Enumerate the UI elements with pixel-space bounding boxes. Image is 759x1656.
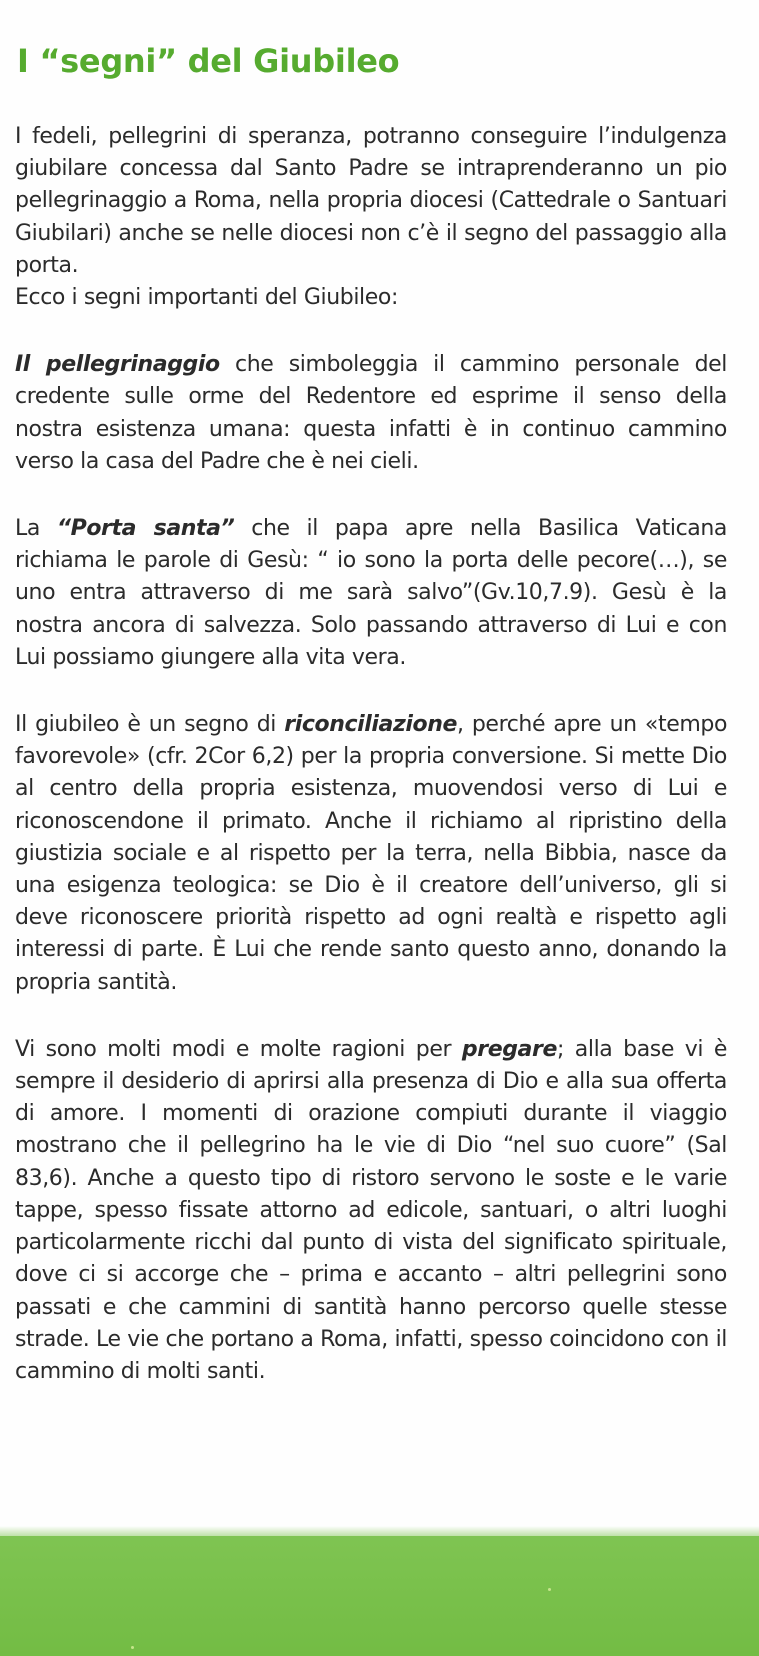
paragraph-text: che simboleggia il cammino personale del credente sulle orme del Redentore ed esprime il senso della nostra esistenza umana: questa infatti è in continuo cammino verso la casa del Padre che è nei cieli. xyxy=(15,352,727,474)
keyword-pregare: pregare xyxy=(461,1036,557,1062)
body-text xyxy=(15,121,727,1388)
green-footer-band xyxy=(0,1536,759,1656)
paragraph-lead: Vi sono molti modi e molte ragioni per xyxy=(15,1036,462,1062)
keyword-porta-santa: “Porta santa” xyxy=(56,516,235,542)
page-title: I “segni” del Giubileo xyxy=(17,42,400,80)
intro-paragraph xyxy=(15,121,727,314)
paragraph-pregare xyxy=(15,1034,727,1388)
paragraph-pellegrinaggio xyxy=(15,349,727,478)
keyword-riconciliazione: riconciliazione xyxy=(284,712,458,738)
paragraph-text: , perché apre un «tempo favorevole» (cfr. 2Cor 6,2) per la propria conversione. Si mette Dio al centro della propria esistenza, muovendosi verso di Lui e riconoscendone il primato. Anche il richiamo al ripristino della giustizia sociale e al rispetto per la terra, nella Bibbia, nasce da una esigenza teologica: se Dio è il creatore dell’universo, gli si deve riconoscere priorità rispetto ad ogni realtà e rispetto agli interessi di parte. È Lui che rende santo questo anno, donando la propria santità. xyxy=(15,712,727,995)
paragraph-lead: Il giubileo è un segno di xyxy=(15,712,285,738)
paragraph-text: ; alla base vi è sempre il desiderio di aprirsi alla presenza di Dio e alla sua offerta di amore. I momenti di orazione compiuti durante il viaggio mostrano che il pellegrino ha le vie di Dio “nel suo cuore” (Sal 83,6). Anche a questo tipo di ristoro servono le soste e le varie tappe, spesso fissate attorno ad edicole, santuari, o altri luoghi particolarmente ricchi dal punto di vista del significato spirituale, dove ci si accorge che – prima e accanto – altri pellegrini sono passati e che cammini di santità hanno percorso quelle stesse strade. Le vie che portano a Roma, infatti, spesso coincidono con il cammino di molti santi. xyxy=(15,1036,727,1384)
keyword-pellegrinaggio: Il pellegrinaggio xyxy=(15,352,220,378)
paragraph-riconciliazione xyxy=(15,709,727,999)
paragraph-lead: La xyxy=(15,516,57,542)
paragraph-text: che il papa apre nella Basilica Vaticana richiama le parole di Gesù: “ io sono la porta delle pecore(…), se uno entra attraverso di me sarà salvo”(Gv.10,7.9). Gesù è la nostra ancora di salvezza. Solo passando attraverso di Lui e con Lui possiamo giungere alla vita vera. xyxy=(15,516,727,670)
intro-lead-in: Ecco i segni importanti del Giubileo: xyxy=(15,285,398,311)
intro-text: I fedeli, pellegrini di speranza, potranno conseguire l’indulgenza giubilare concessa dal Santo Padre se intraprenderanno un pio pellegrinaggio a Roma, nella propria diocesi (Cattedrale o Santuari Giubilari) anche se nelle diocesi non c’è il segno del passaggio alla porta. xyxy=(15,124,727,278)
footer-speck xyxy=(131,1646,134,1649)
paragraph-porta-santa xyxy=(15,513,727,674)
footer-speck xyxy=(548,1588,551,1591)
